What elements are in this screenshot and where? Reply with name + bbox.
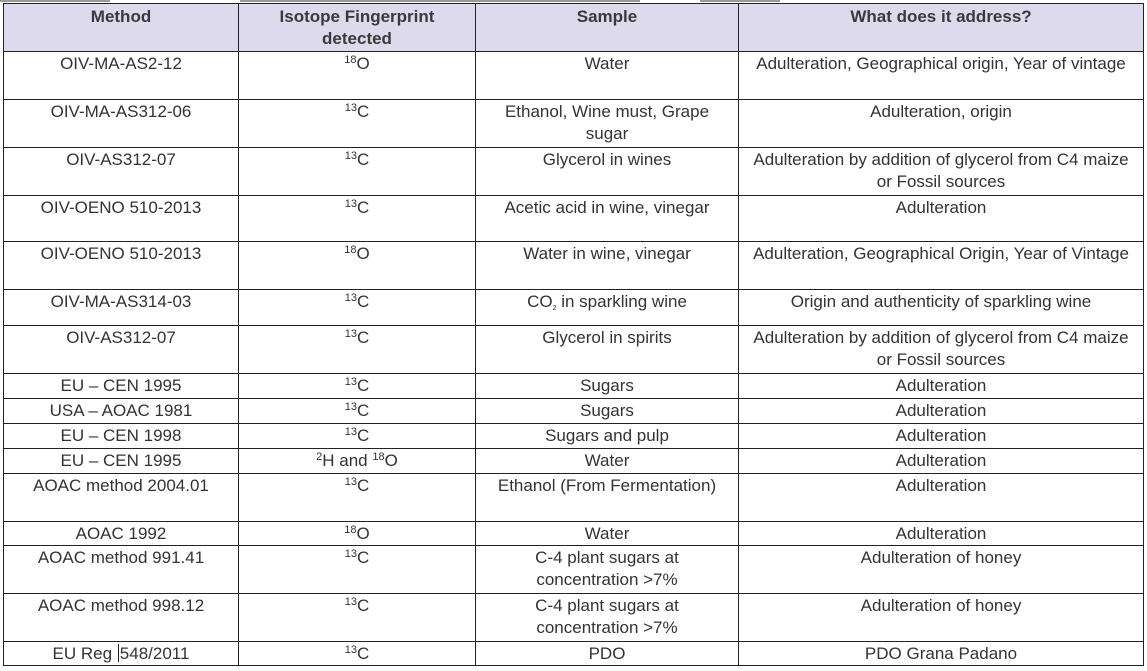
sample-cell: Water — [476, 52, 739, 100]
address-cell: Adulteration — [739, 522, 1144, 546]
isotope-cell: $^{13}$C — [239, 148, 476, 196]
method-cell: AOAC 1992 — [4, 522, 239, 546]
table-row — [4, 642, 1144, 666]
method-cell: AOAC method 998.12 — [4, 594, 239, 642]
sample-cell: Acetic acid in wine, vinegar — [476, 196, 739, 242]
table-row — [4, 290, 1144, 326]
header-method: Method — [4, 4, 239, 52]
isotope-cell: $^{13}$C — [239, 290, 476, 326]
isotope-cell: $^{13}$C — [239, 374, 476, 399]
method-cell: EU Reg 548/2011 — [4, 642, 239, 666]
isotope-cell: $^{13}$C — [239, 399, 476, 424]
table-row — [4, 399, 1144, 424]
method-cell: OIV-OENO 510-2013 — [4, 242, 239, 290]
sample-cell: C-4 plant sugars at concentration >7% — [476, 594, 739, 642]
table-row — [4, 374, 1144, 399]
sample-cell: Glycerol in wines — [476, 148, 739, 196]
header-sample: Sample — [476, 4, 739, 52]
table-row — [4, 196, 1144, 242]
isotope-cell: $^2$H and $^{18}$O — [239, 449, 476, 474]
method-cell: EU – CEN 1995 — [4, 449, 239, 474]
table-row — [4, 449, 1144, 474]
sample-cell: Water — [476, 522, 739, 546]
table-row — [4, 424, 1144, 449]
method-cell: EU – CEN 1998 — [4, 424, 239, 449]
address-cell: Adulteration by addition of glycerol from C4 maize or Fossil sources — [739, 326, 1144, 374]
method-cell: USA – AOAC 1981 — [4, 399, 239, 424]
table-row — [4, 52, 1144, 100]
method-cell: EU – CEN 1995 — [4, 374, 239, 399]
isotope-cell: $^{13}$C — [239, 546, 476, 594]
sample-cell: Water in wine, vinegar — [476, 242, 739, 290]
table-row — [4, 594, 1144, 642]
sample-cell: PDO — [476, 642, 739, 666]
address-cell: Adulteration, origin — [739, 100, 1144, 148]
method-cell: OIV-AS312-07 — [4, 326, 239, 374]
table-row — [4, 148, 1144, 196]
sample-cell: C-4 plant sugars at concentration >7% — [476, 546, 739, 594]
address-cell: Adulteration — [739, 196, 1144, 242]
sample-cell: Sugars — [476, 399, 739, 424]
isotope-cell: $^{13}$C — [239, 594, 476, 642]
table-row — [4, 522, 1144, 546]
method-cell: OIV-MA-AS312-06 — [4, 100, 239, 148]
isotope-cell: $^{13}$C — [239, 642, 476, 666]
address-cell: PDO Grana Padano — [739, 642, 1144, 666]
isotope-cell: $^{13}$C — [239, 326, 476, 374]
cell-split-mark — [118, 644, 119, 662]
isotope-cell: $^{13}$C — [239, 424, 476, 449]
address-cell: Adulteration — [739, 424, 1144, 449]
address-cell: Adulteration — [739, 399, 1144, 424]
address-cell: Adulteration, Geographical origin, Year of vintage — [739, 52, 1144, 100]
method-cell: OIV-MA-AS2-12 — [4, 52, 239, 100]
method-cell: OIV-OENO 510-2013 — [4, 196, 239, 242]
header-row — [4, 4, 1144, 52]
address-cell: Adulteration by addition of glycerol from C4 maize or Fossil sources — [739, 148, 1144, 196]
table-row — [4, 474, 1144, 522]
table-row — [4, 242, 1144, 290]
header-isotope: Isotope Fingerprint detected — [239, 4, 476, 52]
isotope-cell: $^{13}$C — [239, 196, 476, 242]
header-address: What does it address? — [739, 4, 1144, 52]
address-cell: Adulteration of honey — [739, 546, 1144, 594]
sample-cell: Sugars — [476, 374, 739, 399]
isotope-cell: $^{13}$C — [239, 100, 476, 148]
sample-cell: Water — [476, 449, 739, 474]
method-cell: OIV-AS312-07 — [4, 148, 239, 196]
sample-cell: $CO_2$ in sparkling wine — [476, 290, 739, 326]
address-cell: Adulteration of honey — [739, 594, 1144, 642]
method-cell: AOAC method 991.41 — [4, 546, 239, 594]
address-cell: Adulteration — [739, 374, 1144, 399]
sample-cell: Ethanol, Wine must, Grape sugar — [476, 100, 739, 148]
sample-cell: Sugars and pulp — [476, 424, 739, 449]
sample-cell: Glycerol in spirits — [476, 326, 739, 374]
address-cell: Adulteration — [739, 474, 1144, 522]
isotope-cell: $^{18}$O — [239, 522, 476, 546]
table-row — [4, 100, 1144, 148]
isotope-cell: $^{18}$O — [239, 52, 476, 100]
table-row — [4, 326, 1144, 374]
isotope-methods-table — [3, 3, 1144, 666]
isotope-cell: $^{13}$C — [239, 474, 476, 522]
address-cell: Adulteration, Geographical Origin, Year of Vintage — [739, 242, 1144, 290]
method-cell: OIV-MA-AS314-03 — [4, 290, 239, 326]
sample-cell: Ethanol (From Fermentation) — [476, 474, 739, 522]
address-cell: Origin and authenticity of sparkling wine — [739, 290, 1144, 326]
isotope-cell: $^{18}$O — [239, 242, 476, 290]
method-cell: AOAC method 2004.01 — [4, 474, 239, 522]
address-cell: Adulteration — [739, 449, 1144, 474]
table-row — [4, 546, 1144, 594]
